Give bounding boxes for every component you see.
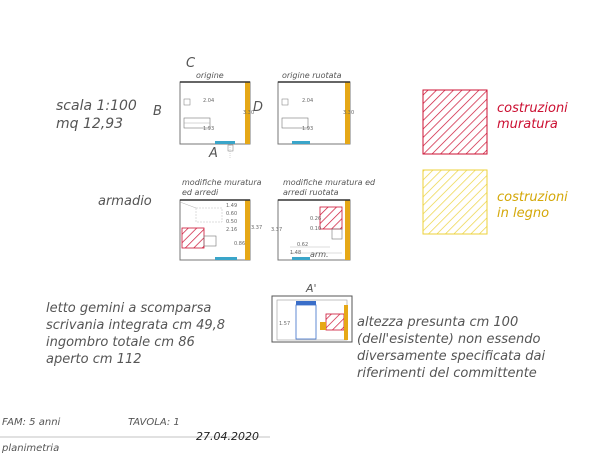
dim-label: 0.60	[226, 211, 238, 217]
dim-label: 2.04	[203, 98, 215, 104]
dim-label: 3.30	[243, 110, 255, 116]
note-line: ingombro totale cm 86	[46, 335, 195, 350]
dim-label: 1.48	[290, 250, 302, 256]
dim-label: 3.37	[271, 227, 283, 233]
legend-masonry-line1: costruzioni	[497, 101, 568, 116]
window-icon	[292, 141, 310, 144]
title-tavola: TAVOLA: 1	[128, 417, 180, 428]
note-line: scrivania integrata cm 49,8	[46, 318, 226, 333]
title-planimetria: planimetria	[2, 443, 60, 454]
legend-swatch-masonry	[423, 90, 487, 154]
dim-label: 0.50	[226, 219, 238, 225]
plan-mod-ruotata-title-2: arredi ruotata	[283, 188, 339, 197]
window-icon	[215, 257, 237, 260]
dim-label: 1.49	[226, 203, 238, 209]
legend-swatch-wood	[423, 170, 487, 234]
cardinal-b: B	[153, 104, 162, 119]
note-line: (dell'esistente) non essendo	[357, 332, 541, 347]
dim-label: 0.62	[297, 242, 309, 248]
area-label: mq 12,93	[56, 116, 124, 132]
notes-left	[46, 300, 225, 368]
dim-label: 0.26	[310, 216, 322, 222]
dim-label: 3.30	[343, 110, 355, 116]
note-line: altezza presunta cm 100	[357, 315, 519, 330]
window-icon	[215, 141, 235, 144]
dim-label: 1.93	[203, 126, 215, 132]
dim-label: 2.16	[226, 227, 238, 233]
armadio-label: armadio	[98, 194, 152, 209]
cardinal-c: C	[186, 56, 196, 71]
plan-origine-ruotata	[278, 82, 350, 144]
dim-label: 2.04	[302, 98, 314, 104]
legend-wood-line1: costruzioni	[497, 190, 568, 205]
plan-mod-ruotata-title-1: modifiche muratura ed	[283, 178, 376, 187]
window-icon	[292, 257, 310, 260]
legend-wood-line2: in legno	[497, 206, 550, 221]
dim-label: 0.86	[234, 241, 246, 247]
dim-label: 3.37	[251, 225, 263, 231]
note-line: letto gemini a scomparsa	[46, 301, 212, 316]
dim-label: 1.57	[279, 321, 291, 327]
dim-label: 1.93	[302, 126, 314, 132]
plan-modifiche	[180, 200, 250, 260]
title-date: 27.04.2020	[196, 430, 259, 443]
cardinal-a: A	[209, 146, 218, 161]
note-line: aperto cm 112	[46, 352, 142, 367]
plan-mod-title-1: modifiche muratura	[182, 178, 262, 187]
cardinal-a-prime: A'	[306, 282, 317, 295]
elevation-section	[272, 296, 352, 342]
title-fam: FAM: 5 anni	[2, 417, 61, 428]
note-line: riferimenti del committente	[357, 366, 537, 381]
plan-mod-title-2: ed arredi	[182, 188, 219, 197]
plan-origine-ruotata-title: origine ruotata	[282, 71, 342, 80]
notes-right	[357, 314, 545, 382]
scale-label: scala 1:100	[56, 98, 137, 114]
plan-origine-title: origine	[196, 71, 224, 80]
cardinal-d: D	[253, 100, 264, 115]
legend-masonry-line2: muratura	[497, 117, 558, 132]
dim-label: 0.10	[310, 226, 322, 232]
arm-label: arm.	[310, 250, 329, 259]
note-line: diversamente specificata dai	[357, 349, 546, 364]
